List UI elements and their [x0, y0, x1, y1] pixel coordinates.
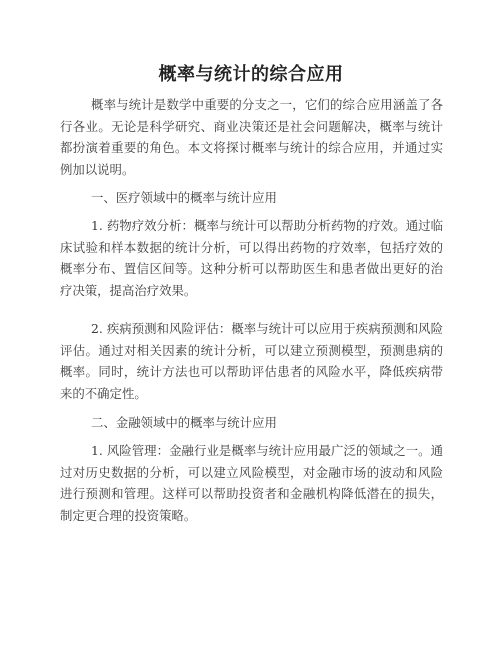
paragraph-disease-prediction: 2. 疾病预测和风险评估：概率与统计可以应用于疾病预测和风险评估。通过对相关因素的统计分析，可以建立预测模型，预测患病的概率。同时，统计方法也可以帮助评估患者的风险水平，降低疾病带来的不确定性。	[60, 321, 443, 401]
paragraph-risk-management: 1. 风险管理：金融行业是概率与统计应用最广泛的领域之一。通过对历史数据的分析，可以建立风险模型，对金融市场的波动和风险进行预测和管理。这样可以帮助投资者和金融机构降低潜在的损失，制定更合理的投资策略。	[60, 443, 443, 523]
paragraph-drug-efficacy: 1. 药物疗效分析：概率与统计可以帮助分析药物的疗效。通过临床试验和样本数据的统计分析，可以得出药物的疗效率，包括疗效的概率分布、置信区间等。这种分析可以帮助医生和患者做出更好的治疗决策，提高治疗效果。	[60, 218, 443, 298]
intro-paragraph: 概率与统计是数学中重要的分支之一，它们的综合应用涵盖了各行各业。无论是科学研究、商业决策还是社会问题解决，概率与统计都扮演着重要的角色。本文将探讨概率与统计的综合应用，并通过实例加以说明。	[60, 97, 443, 177]
document-title: 概率与统计的综合应用	[158, 64, 344, 85]
section-heading-finance: 二、金融领域中的概率与统计应用	[91, 415, 277, 430]
section-heading-medical: 一、医疗领域中的概率与统计应用	[91, 190, 277, 205]
